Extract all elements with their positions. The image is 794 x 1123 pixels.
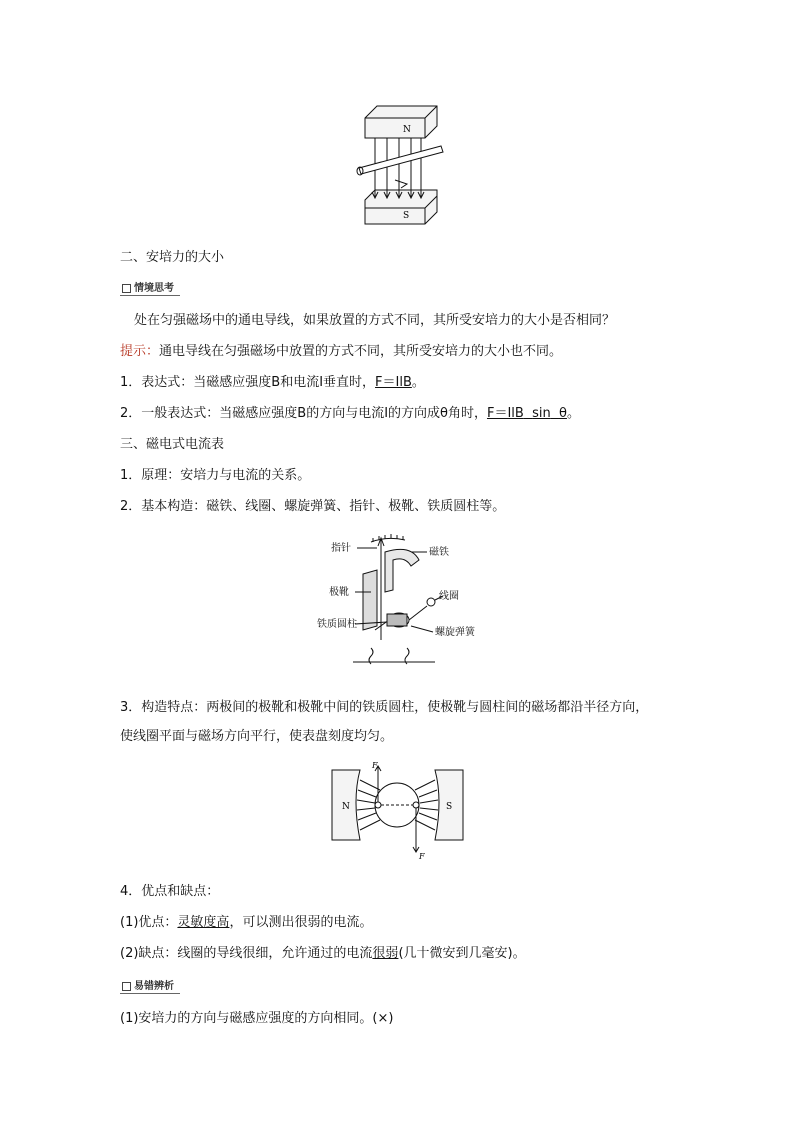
principle-text: 1．原理：安培力与电流的关系。 — [120, 468, 311, 483]
pros-cons-title: 4．优点和缺点： — [120, 884, 220, 899]
force-label-bottom: F — [419, 852, 425, 860]
pros-line: (1)优点：灵敏度高，可以测出很弱的电流。 — [120, 915, 373, 930]
cons-line: (2)缺点：线圈的导线很细，允许通过的电流很弱(几十微安到几毫安)。 — [120, 946, 526, 961]
section-title-ampere-magnitude: 二、安培力的大小 — [120, 250, 225, 265]
question-text: 处在匀强磁场中的通电导线，如果放置的方式不同，其所受安培力的大小是否相同？ — [134, 313, 616, 328]
tag-common-mistakes: 易错辨析 — [120, 980, 180, 994]
figure-galvanometer-structure — [315, 530, 475, 675]
tag-square-icon — [122, 284, 131, 293]
formula-perpendicular: F＝IlB — [375, 375, 412, 390]
hint-line — [120, 343, 562, 361]
feature-line-2: 使线圈平面与磁场方向平行，使表盘刻度均匀。 — [120, 729, 394, 744]
north-pole-label: N — [403, 125, 411, 135]
judgement-1: (1)安培力的方向与磁感应强度的方向相同。(×) — [120, 1011, 394, 1026]
formula-general: F＝IlB sin θ — [486, 406, 567, 421]
label-pole-shoe: 极靴 — [329, 587, 349, 598]
south-pole-label: S — [403, 211, 410, 221]
pros-key: 灵敏度高 — [177, 915, 230, 930]
hint-text: 通电导线在匀强磁场中放置的方式不同，其所受安培力的大小也不同。 — [159, 344, 563, 359]
feature-line-1: 3．构造特点：两极间的极靴和极靴中间的铁质圆柱，使极靴与圆柱间的磁场都沿半径方向， — [120, 700, 649, 715]
label-spring: 螺旋弹簧 — [435, 627, 475, 638]
hint-label: 提示： — [120, 344, 160, 359]
label-iron-core: 铁质圆柱 — [317, 619, 357, 630]
figure-magnet-conductor — [355, 100, 445, 235]
tag-square-icon — [122, 982, 131, 991]
tag-situation-thinking: 情境思考 — [120, 282, 180, 296]
cons-key: 很弱 — [372, 946, 399, 961]
label-coil: 线圈 — [439, 591, 459, 602]
item-expression: 1．表达式：当磁感应强度B和电流I垂直时，F＝IlB。 — [120, 375, 425, 390]
section-title-galvanometer: 三、磁电式电流表 — [120, 437, 225, 452]
structure-text: 2．基本构造：磁铁、线圈、螺旋弹簧、指针、极靴、铁质圆柱等。 — [120, 499, 506, 514]
figure-radial-field — [330, 760, 465, 860]
item-general-expression: 2．一般表达式：当磁感应强度B的方向与电流I的方向成θ角时，F＝IlB sin θ。 — [120, 406, 580, 421]
north-pole-label-2: N — [342, 802, 350, 812]
force-label-top: F — [372, 761, 378, 770]
south-pole-label-2: S — [446, 802, 453, 812]
label-pointer: 指针 — [331, 543, 351, 554]
label-magnet: 磁铁 — [429, 547, 449, 558]
